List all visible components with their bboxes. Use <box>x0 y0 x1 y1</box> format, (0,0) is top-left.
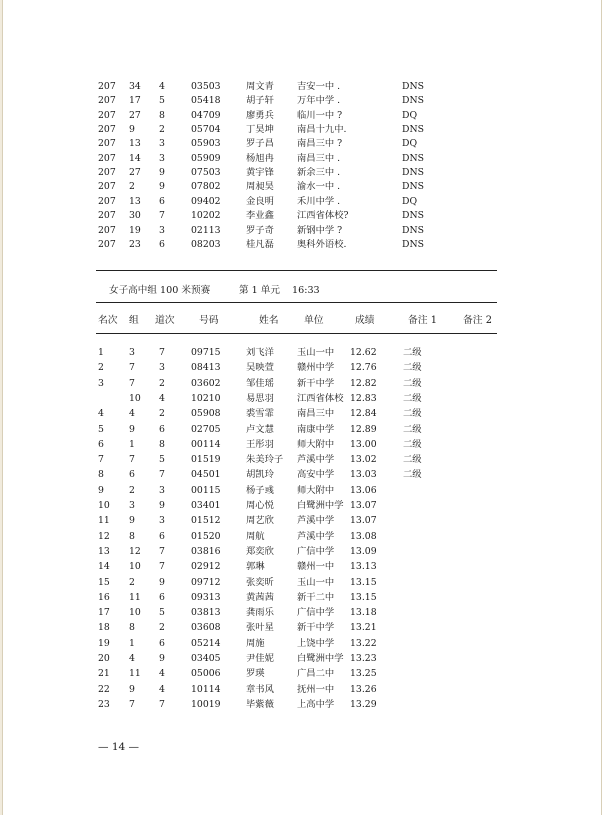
number-cell: 10202 <box>191 210 221 222</box>
name-cell: 胡子轩 <box>246 95 274 107</box>
lane-cell: 4 <box>159 668 165 680</box>
number-cell: 10210 <box>191 392 221 404</box>
rank-cell: 207 <box>98 238 116 250</box>
lane-cell: 7 <box>159 545 165 557</box>
rank-cell: 20 <box>98 653 110 664</box>
remark-cell: 二级 <box>403 362 422 374</box>
number-cell: 09715 <box>191 347 221 358</box>
rank-cell: 23 <box>98 698 110 710</box>
number-cell: 01512 <box>191 515 221 527</box>
rank-cell: 12 <box>98 530 110 542</box>
results-page <box>2 0 602 815</box>
name-cell: 王彤羽 <box>246 438 274 450</box>
name-cell: 周昶昊 <box>246 181 274 193</box>
rank-cell: 207 <box>98 167 116 179</box>
rank-cell: 18 <box>98 622 110 634</box>
group-cell: 1 <box>129 438 135 450</box>
result-cell: 13.26 <box>350 683 377 695</box>
page-number: — 14 — <box>98 741 140 753</box>
lane-cell: 7 <box>159 698 165 710</box>
unit-cell: 上高中学 <box>297 698 335 710</box>
rank-cell: 17 <box>98 607 110 619</box>
name-cell: 易思羽 <box>246 392 274 404</box>
result-cell: 12.82 <box>350 377 377 389</box>
result-cell: 13.09 <box>350 545 377 557</box>
lane-cell: 5 <box>159 95 165 107</box>
result-cell: 13.07 <box>350 500 377 511</box>
lane-cell: 3 <box>159 515 165 527</box>
rank-cell: 207 <box>98 210 116 222</box>
number-cell: 01520 <box>191 530 221 542</box>
rank-cell: 207 <box>98 124 116 136</box>
group-cell: 4 <box>129 408 135 420</box>
unit-cell: 临川一中 ? <box>297 109 343 121</box>
header-unit: 单位 <box>304 315 324 326</box>
name-cell: 丁昊坤 <box>246 124 274 136</box>
header-number: 号码 <box>199 315 219 326</box>
group-cell: 2 <box>129 576 135 588</box>
group-cell: 6 <box>129 469 135 481</box>
number-cell: 05214 <box>191 637 221 649</box>
status-cell: DNS <box>402 124 424 136</box>
lane-cell: 3 <box>159 224 165 236</box>
name-cell: 张奕昕 <box>246 576 274 588</box>
header-name: 姓名 <box>259 315 279 326</box>
lane-cell: 6 <box>159 195 165 207</box>
group-cell: 23 <box>129 238 141 250</box>
group-cell: 13 <box>129 138 141 150</box>
unit-cell: 抚州一中 <box>297 683 335 695</box>
rank-cell: 4 <box>98 408 104 420</box>
status-cell: DNS <box>402 167 424 179</box>
rank-cell: 15 <box>98 576 110 588</box>
status-cell: DNS <box>402 224 424 236</box>
group-cell: 2 <box>129 181 135 193</box>
number-cell: 03503 <box>191 81 221 92</box>
unit-cell: 南昌三中 . <box>297 152 341 164</box>
unit-cell: 赣州一中 <box>297 561 335 573</box>
number-cell: 09402 <box>191 195 221 207</box>
number-cell: 07503 <box>191 167 221 179</box>
unit-cell: 上饶中学 <box>297 637 335 649</box>
unit-cell: 南康中学 <box>297 423 335 435</box>
group-cell: 7 <box>129 362 135 374</box>
session-time: 16:33 <box>292 285 320 296</box>
unit-cell: 新干中学 <box>297 622 335 634</box>
unit-cell: 芦溪中学 <box>297 454 335 466</box>
name-cell: 毕紫薇 <box>246 698 274 710</box>
lane-cell: 7 <box>159 469 165 481</box>
name-cell: 章书风 <box>246 683 274 695</box>
number-cell: 03401 <box>191 500 221 511</box>
rank-cell: 21 <box>98 668 110 680</box>
unit-cell: 吉安一中 . <box>297 81 341 92</box>
unit-cell: 禾川中学 . <box>297 195 341 207</box>
number-cell: 03405 <box>191 653 221 664</box>
name-cell: 郭琳 <box>246 561 265 573</box>
unit-cell: 南昌三中 ? <box>297 138 343 150</box>
group-cell: 3 <box>129 347 135 358</box>
status-cell: DNS <box>402 181 424 193</box>
rank-cell: 8 <box>98 469 104 481</box>
remark-cell: 二级 <box>403 408 422 420</box>
number-cell: 00115 <box>191 484 221 496</box>
unit-cell: 白鹭洲中学 <box>297 500 344 511</box>
name-cell: 周心悦 <box>246 500 274 511</box>
status-cell: DNS <box>402 152 424 164</box>
group-cell: 11 <box>129 591 141 603</box>
lane-cell: 3 <box>159 484 165 496</box>
name-cell: 黄茜茜 <box>246 591 274 603</box>
lane-cell: 9 <box>159 181 165 193</box>
number-cell: 09712 <box>191 576 221 588</box>
number-cell: 04501 <box>191 469 221 481</box>
result-cell: 13.02 <box>350 454 377 466</box>
rank-cell: 2 <box>98 362 104 374</box>
rank-cell: 11 <box>98 515 110 527</box>
result-cell: 13.15 <box>350 576 377 588</box>
number-cell: 00114 <box>191 438 221 450</box>
group-cell: 11 <box>129 668 141 680</box>
rank-cell: 207 <box>98 138 116 150</box>
group-cell: 30 <box>129 210 141 222</box>
unit-cell: 万年中学 . <box>297 95 341 107</box>
number-cell: 05704 <box>191 124 221 136</box>
remark-cell: 二级 <box>403 423 422 435</box>
unit-cell: 玉山一中 <box>297 576 335 588</box>
rank-cell: 19 <box>98 637 110 649</box>
group-cell: 12 <box>129 545 141 557</box>
event-title: 女子高中组 100 米预赛 <box>109 285 211 296</box>
number-cell: 02912 <box>191 561 221 573</box>
rank-cell: 10 <box>98 500 110 511</box>
unit-cell: 江西省体校 <box>297 392 344 404</box>
lane-cell: 4 <box>159 392 165 404</box>
unit-cell: 高安中学 <box>297 469 335 481</box>
name-cell: 朱美玲子 <box>246 454 284 466</box>
number-cell: 04709 <box>191 109 221 121</box>
number-cell: 07802 <box>191 181 221 193</box>
result-cell: 13.23 <box>350 653 377 664</box>
number-cell: 08203 <box>191 238 221 250</box>
group-cell: 19 <box>129 224 141 236</box>
group-cell: 7 <box>129 454 135 466</box>
rank-cell: 207 <box>98 181 116 193</box>
rank-cell: 7 <box>98 454 104 466</box>
name-cell: 胡凯玲 <box>246 469 274 481</box>
unit-cell: 芦溪中学 <box>297 530 335 542</box>
lane-cell: 6 <box>159 591 165 603</box>
result-cell: 13.18 <box>350 607 377 619</box>
unit-cell: 白鹭洲中学 <box>297 653 344 664</box>
group-cell: 10 <box>129 561 141 573</box>
number-cell: 03602 <box>191 377 221 389</box>
lane-cell: 8 <box>159 109 165 121</box>
lane-cell: 6 <box>159 238 165 250</box>
number-cell: 02113 <box>191 224 221 236</box>
rank-cell: 1 <box>98 347 104 358</box>
number-cell: 03813 <box>191 607 221 619</box>
unit-cell: 新余三中 . <box>297 167 341 179</box>
status-cell: DQ <box>402 138 418 150</box>
number-cell: 05418 <box>191 95 221 107</box>
lane-cell: 6 <box>159 530 165 542</box>
name-cell: 刘飞洋 <box>246 347 274 358</box>
header-rank: 名次 <box>98 315 118 326</box>
rank-cell: 5 <box>98 423 104 435</box>
result-cell: 12.89 <box>350 423 377 435</box>
unit-cell: 新钢中学 ? <box>297 224 343 236</box>
unit-cell: 赣州中学 <box>297 362 335 374</box>
unit-cell: 南昌三中 <box>297 408 335 420</box>
name-cell: 杨子彧 <box>246 484 274 496</box>
lane-cell: 2 <box>159 377 165 389</box>
number-cell: 02705 <box>191 423 221 435</box>
header-group: 组 <box>129 315 139 326</box>
name-cell: 尹佳妮 <box>246 653 274 664</box>
group-cell: 27 <box>129 167 141 179</box>
result-cell: 13.08 <box>350 530 377 542</box>
session-unit: 第 1 单元 <box>239 285 280 296</box>
unit-cell: 师大附中 <box>297 484 335 496</box>
name-cell: 杨旭冉 <box>246 152 274 164</box>
rank-cell: 207 <box>98 109 116 121</box>
header-result: 成绩 <box>355 315 375 326</box>
lane-cell: 8 <box>159 438 165 450</box>
lane-cell: 7 <box>159 561 165 573</box>
result-cell: 13.03 <box>350 469 377 481</box>
group-cell: 4 <box>129 653 135 664</box>
number-cell: 05006 <box>191 668 221 680</box>
lane-cell: 3 <box>159 362 165 374</box>
status-cell: DQ <box>402 109 418 121</box>
name-cell: 吴映萱 <box>246 362 274 374</box>
lane-cell: 9 <box>159 167 165 179</box>
rank-cell: 22 <box>98 683 110 695</box>
status-cell: DNS <box>402 81 424 92</box>
unit-cell: 渝水一中 . <box>297 181 341 193</box>
lane-cell: 2 <box>159 622 165 634</box>
section-rule-top <box>96 270 497 271</box>
group-cell: 9 <box>129 423 135 435</box>
number-cell: 10019 <box>191 698 221 710</box>
status-cell: DQ <box>402 195 418 207</box>
group-cell: 1 <box>129 637 135 649</box>
name-cell: 周艺欣 <box>246 515 274 527</box>
unit-cell: 玉山一中 <box>297 347 335 358</box>
name-cell: 罗子昌 <box>246 138 274 150</box>
name-cell: 裘雪霏 <box>246 408 274 420</box>
rank-cell: 6 <box>98 438 104 450</box>
unit-cell: 新干二中 <box>297 591 335 603</box>
result-cell: 13.25 <box>350 668 377 680</box>
unit-cell: 广昌二中 <box>297 668 335 680</box>
rank-cell: 3 <box>98 377 104 389</box>
lane-cell: 5 <box>159 454 165 466</box>
rank-cell: 13 <box>98 545 110 557</box>
rank-cell: 14 <box>98 561 110 573</box>
name-cell: 卢文慧 <box>246 423 274 435</box>
remark-cell: 二级 <box>403 377 422 389</box>
remark-cell: 二级 <box>403 347 422 358</box>
result-cell: 12.83 <box>350 392 377 404</box>
lane-cell: 4 <box>159 81 165 92</box>
result-cell: 13.00 <box>350 438 377 450</box>
status-cell: DNS <box>402 95 424 107</box>
name-cell: 李业鑫 <box>246 210 274 222</box>
result-cell: 13.07 <box>350 515 377 527</box>
result-cell: 13.29 <box>350 698 377 710</box>
rank-cell: 207 <box>98 95 116 107</box>
header-rule-top <box>96 302 497 303</box>
name-cell: 周航 <box>246 530 265 542</box>
group-cell: 27 <box>129 109 141 121</box>
result-cell: 13.06 <box>350 484 377 496</box>
header-remark-2: 备注 2 <box>463 315 492 326</box>
unit-cell: 新干中学 <box>297 377 335 389</box>
remark-cell: 二级 <box>403 469 422 481</box>
name-cell: 黄宇锋 <box>246 167 274 179</box>
lane-cell: 2 <box>159 124 165 136</box>
lane-cell: 9 <box>159 653 165 664</box>
group-cell: 3 <box>129 500 135 511</box>
header-rule-bottom <box>96 333 497 334</box>
name-cell: 邹佳瑶 <box>246 377 274 389</box>
status-cell: DNS <box>402 238 424 250</box>
group-cell: 2 <box>129 484 135 496</box>
header-remark-1: 备注 1 <box>408 315 437 326</box>
name-cell: 金良明 <box>246 195 274 207</box>
result-cell: 12.62 <box>350 347 377 358</box>
rank-cell: 207 <box>98 195 116 207</box>
rank-cell: 207 <box>98 224 116 236</box>
rank-cell: 16 <box>98 591 110 603</box>
rank-cell: 207 <box>98 152 116 164</box>
lane-cell: 6 <box>159 637 165 649</box>
lane-cell: 3 <box>159 138 165 150</box>
name-cell: 周文青 <box>246 81 274 92</box>
number-cell: 03608 <box>191 622 221 634</box>
status-cell: DNS <box>402 210 424 222</box>
number-cell: 01519 <box>191 454 221 466</box>
group-cell: 10 <box>129 607 141 619</box>
group-cell: 8 <box>129 622 135 634</box>
remark-cell: 二级 <box>403 438 422 450</box>
remark-cell: 二级 <box>403 392 422 404</box>
lane-cell: 6 <box>159 423 165 435</box>
unit-cell: 江西省体校? <box>297 210 349 222</box>
unit-cell: 师大附中 <box>297 438 335 450</box>
group-cell: 7 <box>129 377 135 389</box>
unit-cell: 奥科外语校. <box>297 238 347 250</box>
group-cell: 17 <box>129 95 141 107</box>
lane-cell: 9 <box>159 500 165 511</box>
number-cell: 08413 <box>191 362 221 374</box>
number-cell: 05909 <box>191 152 221 164</box>
rank-cell: 207 <box>98 81 116 92</box>
lane-cell: 4 <box>159 683 165 695</box>
unit-cell: 芦溪中学 <box>297 515 335 527</box>
lane-cell: 2 <box>159 408 165 420</box>
group-cell: 9 <box>129 683 135 695</box>
group-cell: 13 <box>129 195 141 207</box>
name-cell: 张叶星 <box>246 622 274 634</box>
group-cell: 10 <box>129 392 141 404</box>
group-cell: 9 <box>129 124 135 136</box>
name-cell: 郑奕欣 <box>246 545 274 557</box>
lane-cell: 7 <box>159 347 165 358</box>
remark-cell: 二级 <box>403 454 422 466</box>
lane-cell: 3 <box>159 152 165 164</box>
result-cell: 13.13 <box>350 561 377 573</box>
header-lane: 道次 <box>155 315 175 326</box>
number-cell: 05908 <box>191 408 221 420</box>
name-cell: 桂凡磊 <box>246 238 274 250</box>
unit-cell: 南昌十九中. <box>297 124 347 136</box>
name-cell: 周施 <box>246 637 265 649</box>
number-cell: 10114 <box>191 683 221 695</box>
name-cell: 罗瑛 <box>246 668 265 680</box>
group-cell: 34 <box>129 81 141 92</box>
result-cell: 13.15 <box>350 591 377 603</box>
result-cell: 13.22 <box>350 637 377 649</box>
unit-cell: 广信中学 <box>297 545 335 557</box>
result-cell: 12.84 <box>350 408 377 420</box>
unit-cell: 广信中学 <box>297 607 335 619</box>
lane-cell: 9 <box>159 576 165 588</box>
rank-cell: 9 <box>98 484 104 496</box>
group-cell: 8 <box>129 530 135 542</box>
result-cell: 12.76 <box>350 362 377 374</box>
name-cell: 龚雨乐 <box>246 607 274 619</box>
lane-cell: 5 <box>159 607 165 619</box>
group-cell: 9 <box>129 515 135 527</box>
number-cell: 05903 <box>191 138 221 150</box>
number-cell: 09313 <box>191 591 221 603</box>
group-cell: 7 <box>129 698 135 710</box>
number-cell: 03816 <box>191 545 221 557</box>
group-cell: 14 <box>129 152 141 164</box>
name-cell: 廖勇兵 <box>246 109 274 121</box>
result-cell: 13.21 <box>350 622 377 634</box>
name-cell: 罗子奇 <box>246 224 274 236</box>
lane-cell: 7 <box>159 210 165 222</box>
